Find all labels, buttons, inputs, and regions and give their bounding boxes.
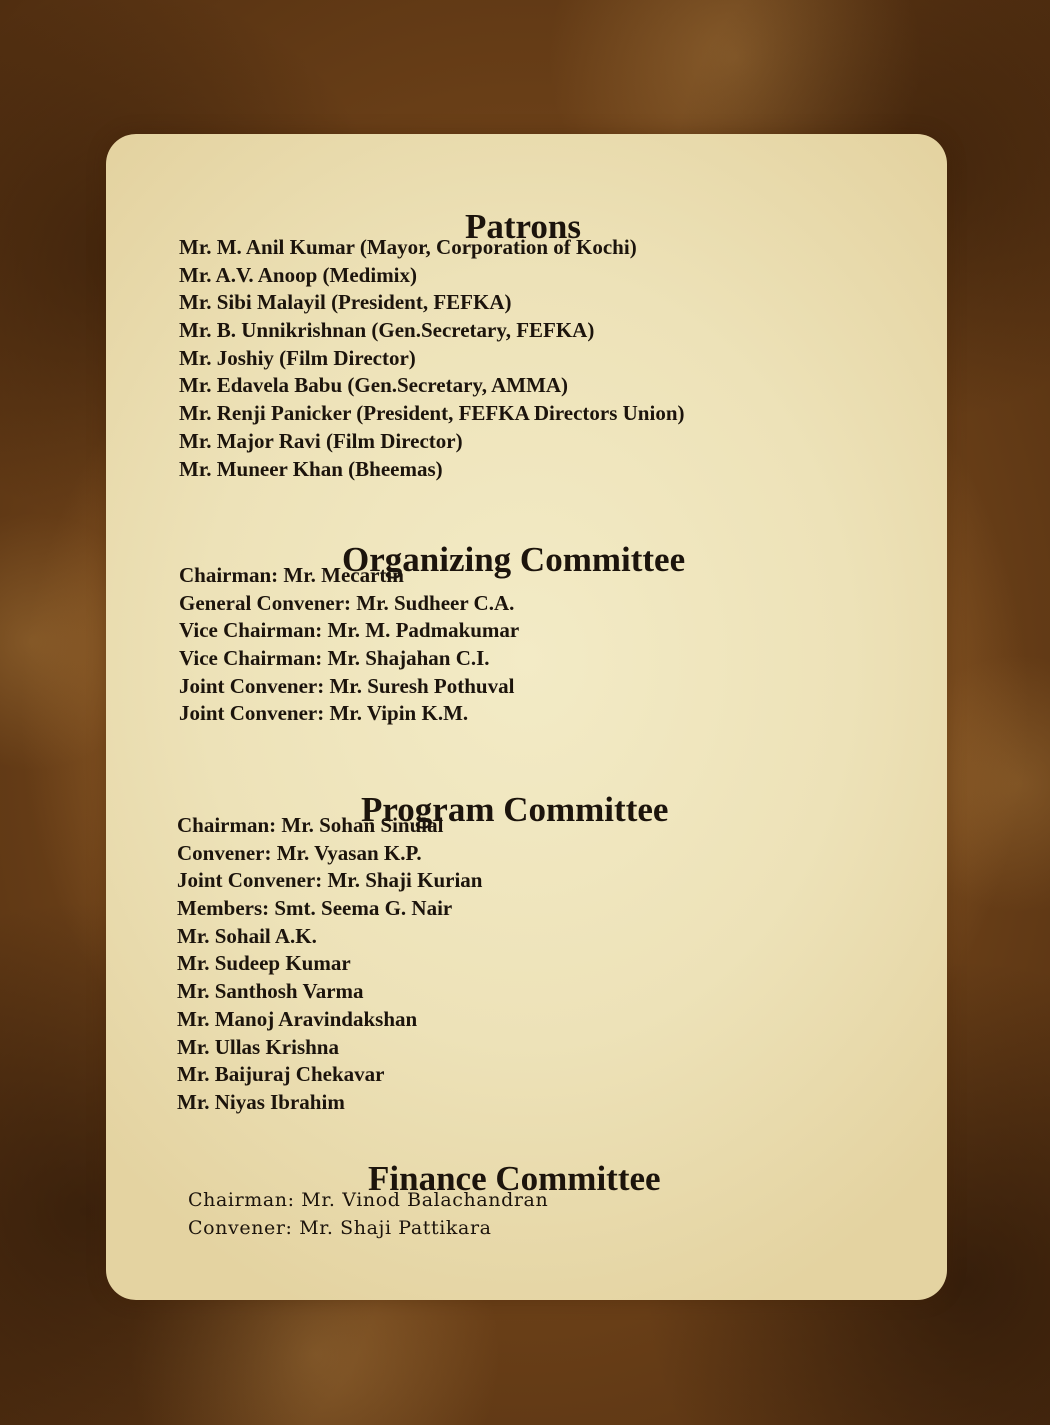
list-item: Chairman: Mr. Sohan Sinulal: [177, 813, 444, 837]
list-item: Mr. Renji Panicker (President, FEFKA Directors Union): [179, 401, 685, 426]
list-item: General Convener: Mr. Sudheer C.A.: [179, 590, 515, 615]
list-item: Mr. B. Unnikrishnan (Gen.Secretary, FEFKA): [179, 318, 595, 343]
organizing-committee-list: [179, 562, 519, 728]
list-item: Chairman: Mr. Vinod Balachandran: [188, 1189, 549, 1211]
finance-committee-list: [188, 1186, 548, 1242]
list-item: Chairman: Mr. Mecartin: [179, 563, 404, 587]
list-item: Mr. A.V. Anoop (Medimix): [179, 262, 418, 287]
list-item: Convener: Mr. Vyasan K.P.: [177, 840, 422, 865]
list-item: Mr. Ullas Krishna: [177, 1034, 339, 1059]
patrons-heading: Patrons: [465, 207, 582, 247]
content-panel: [106, 134, 947, 1300]
list-item: Vice Chairman: Mr. Shajahan C.I.: [179, 646, 490, 671]
list-item: Mr. M. Anil Kumar (Mayor, Corporation of Kochi): [179, 235, 637, 259]
list-item: Mr. Major Ravi (Film Director): [179, 428, 463, 453]
program-committee-heading: Program Committee: [361, 790, 669, 830]
list-item: Joint Convener: Mr. Vipin K.M.: [179, 701, 469, 726]
list-item: Mr. Niyas Ibrahim: [177, 1089, 345, 1114]
organizing-committee-heading: Organizing Committee: [342, 540, 686, 580]
list-item: Mr. Baijuraj Chekavar: [177, 1062, 385, 1087]
program-committee-list: [177, 812, 482, 1117]
list-item: Mr. Sohail A.K.: [177, 923, 317, 948]
patrons-list: [179, 234, 685, 483]
list-item: Mr. Santhosh Varma: [177, 979, 364, 1004]
list-item: Members: Smt. Seema G. Nair: [177, 896, 453, 921]
finance-committee-heading: Finance Committee: [368, 1159, 661, 1199]
list-item: Mr. Muneer Khan (Bheemas): [179, 456, 443, 481]
list-item: Mr. Manoj Aravindakshan: [177, 1006, 418, 1031]
list-item: Vice Chairman: Mr. M. Padmakumar: [179, 618, 520, 643]
list-item: Mr. Joshiy (Film Director): [179, 345, 416, 370]
list-item: Joint Convener: Mr. Suresh Pothuval: [179, 673, 515, 698]
list-item: Joint Convener: Mr. Shaji Kurian: [177, 868, 483, 893]
list-item: Mr. Edavela Babu (Gen.Secretary, AMMA): [179, 373, 569, 398]
list-item: Mr. Sudeep Kumar: [177, 951, 351, 976]
list-item: Mr. Sibi Malayil (President, FEFKA): [179, 290, 512, 315]
list-item: Convener: Mr. Shaji Pattikara: [188, 1217, 492, 1239]
